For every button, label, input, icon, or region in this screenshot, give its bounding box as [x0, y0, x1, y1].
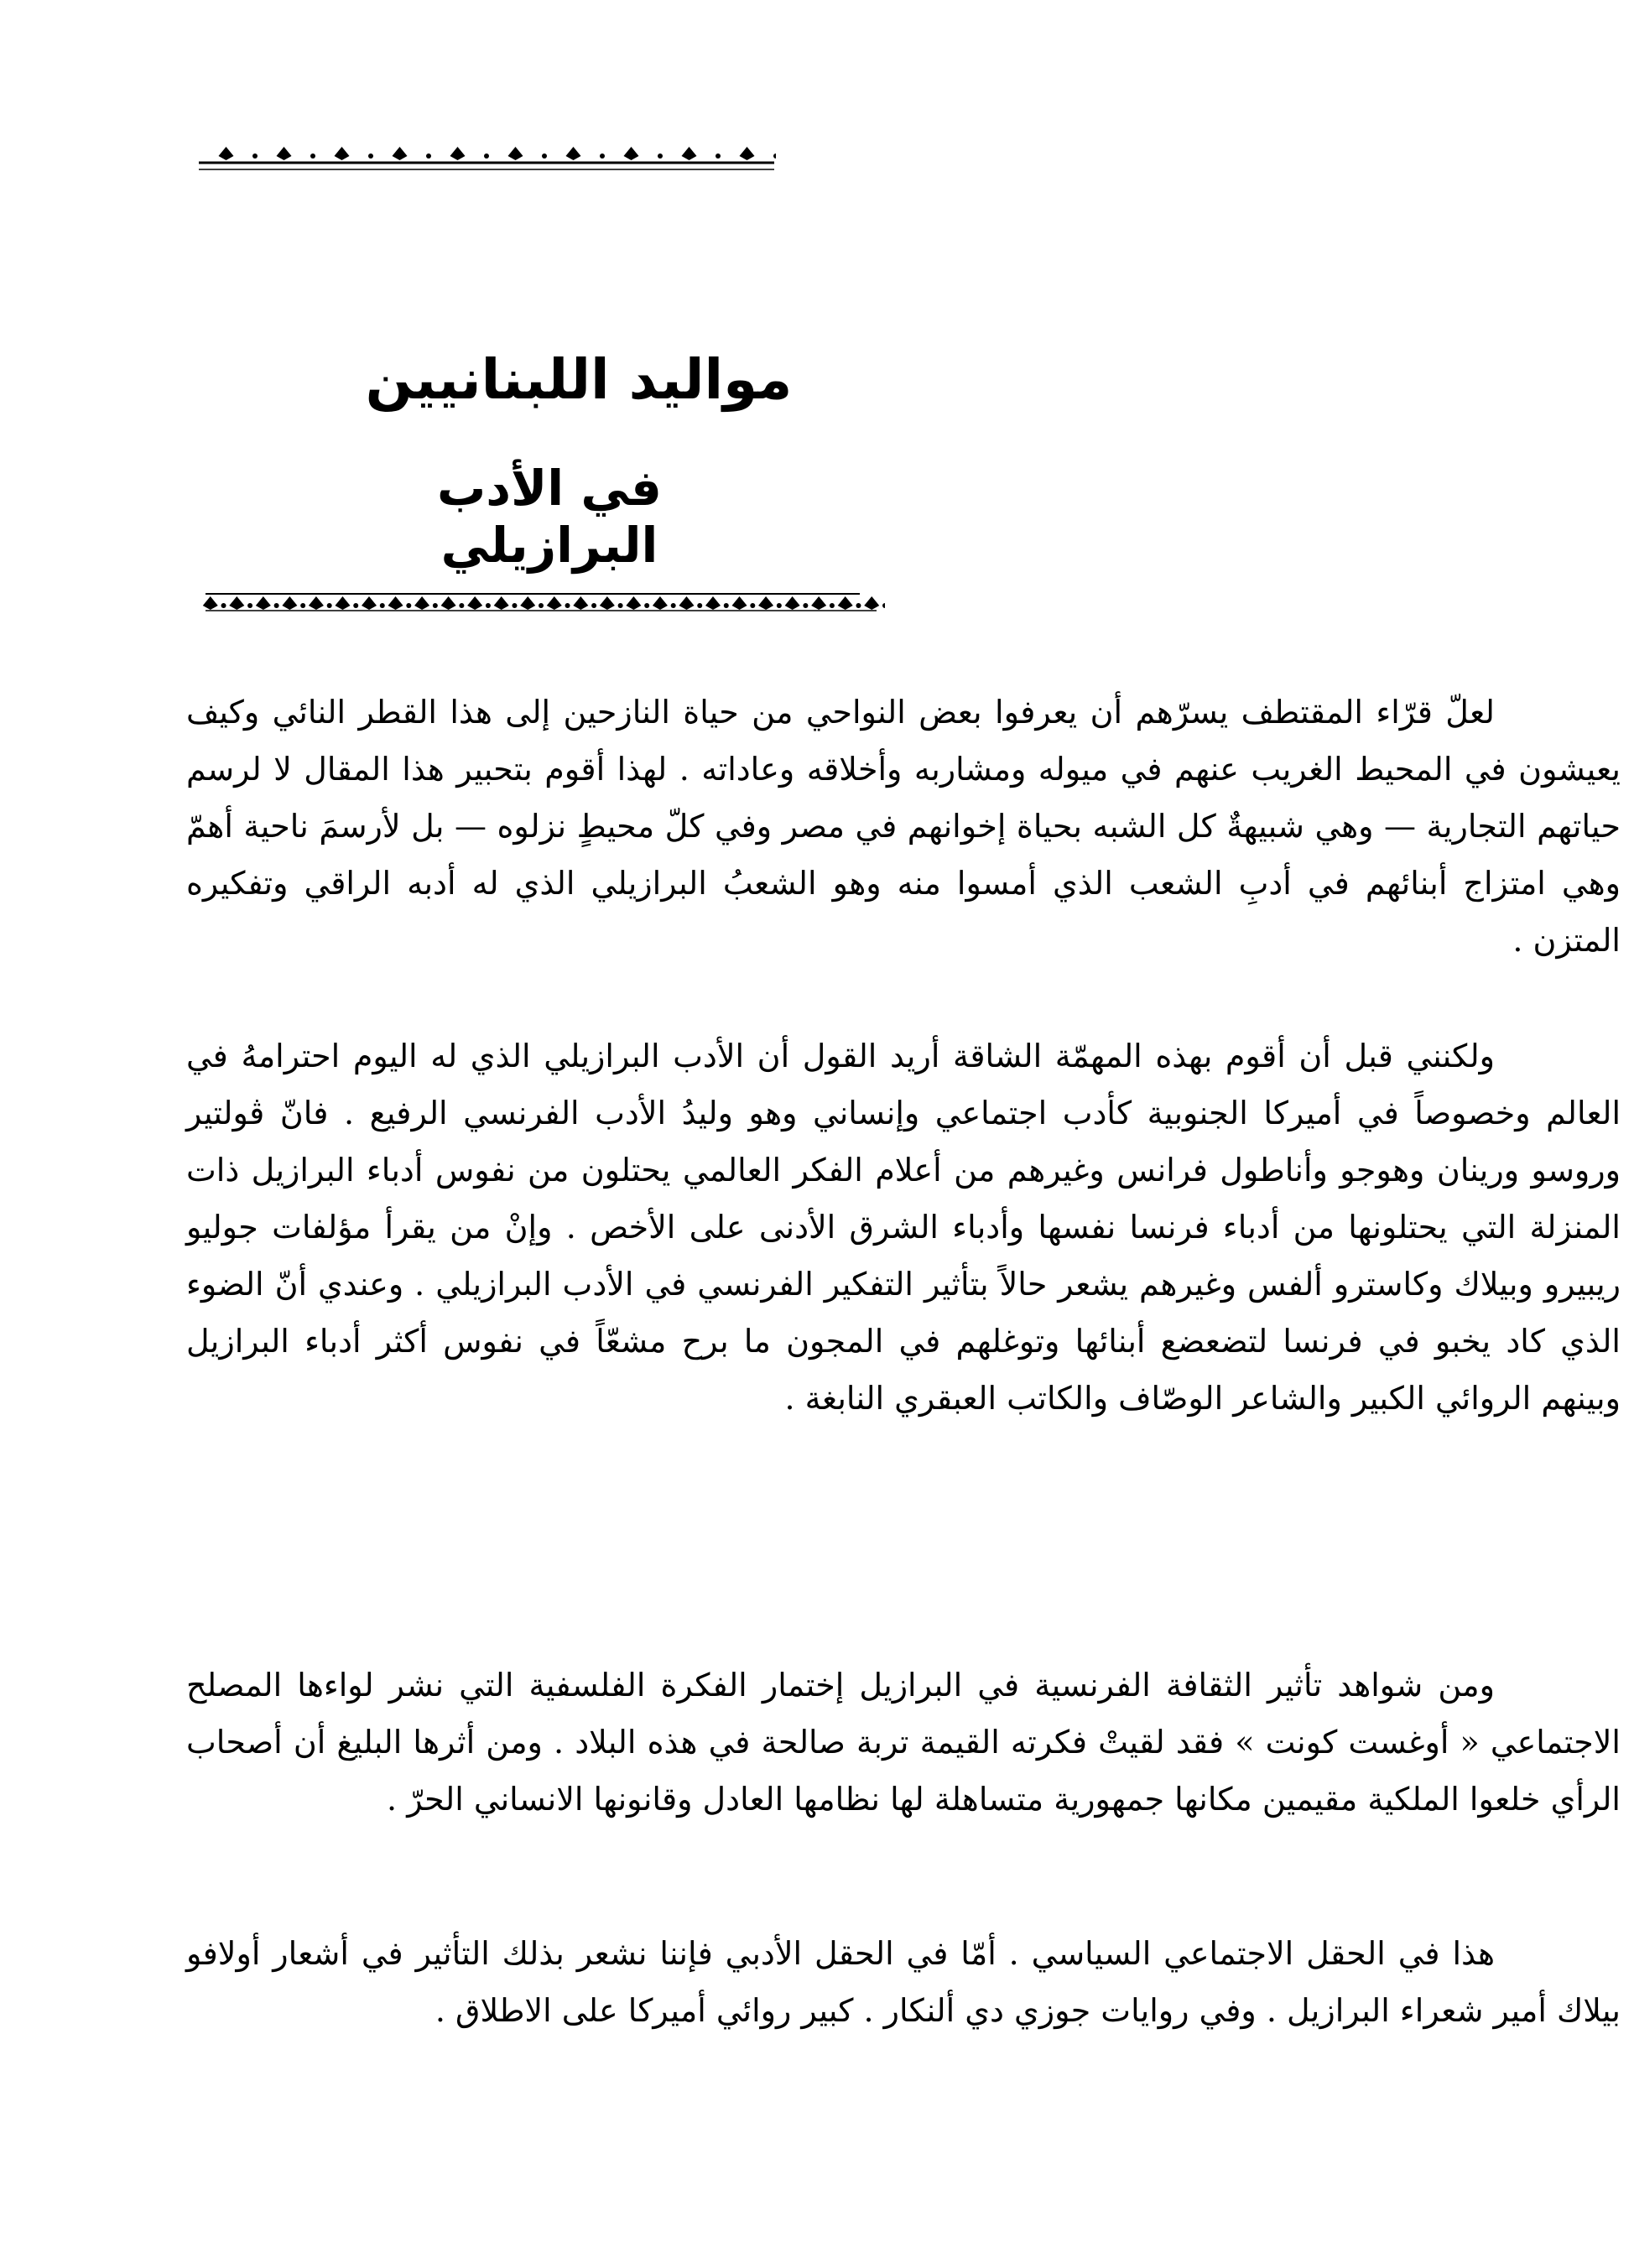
article-paragraph: ومن شواهد تأثير الثقافة الفرنسية في البرازيل إختمار الفكرة الفلسفية التي نشر لواءها المصلح الاجتماعي « أوغست كونت » فقد لقيتْ فكرته القيمة تربة صالحة في هذه البلاد . ومن أثرها البليغ أن أصحاب الرأي خلعوا الملكية مقيمين مكانها جمهورية متساهلة لها نظامها العادل وقانونها الانساني الحرّ .: [186, 1667, 1621, 1818]
article-paragraph: هذا في الحقل الاجتماعي السياسي . أمّا في الحقل الأدبي فإننا نشعر بذلك التأثير في أشعار أولافو بيلاك أمير شعراء البرازيل . وفي روايات جوزي دي ألنكار . كبير روائي أميركا على الاطلاق .: [186, 1935, 1621, 2029]
ornament-dot: [512, 603, 517, 608]
ornament-fleuron: [682, 147, 697, 160]
ornament-fleuron: [547, 596, 562, 610]
ornament-dot: [830, 603, 835, 608]
ornament-fleuron: [414, 596, 429, 610]
ornament-dot: [252, 153, 258, 159]
ornament-fleuron: [277, 147, 292, 160]
ornament-fleuron: [441, 596, 456, 610]
ornament-dot: [856, 603, 861, 608]
ornament-fleuron: [256, 596, 271, 610]
ornament-dot: [591, 603, 596, 608]
ornament-dot: [697, 603, 702, 608]
ornament-dot: [716, 153, 721, 159]
ornament-dot: [300, 603, 305, 608]
ornament-fleuron: [838, 596, 853, 610]
ornament-dot: [221, 603, 226, 608]
ornament-fleuron: [679, 596, 694, 610]
ornament-dot: [368, 153, 373, 159]
ornament-dot: [380, 603, 385, 608]
article-title: مواليد اللبنانيين: [365, 347, 793, 413]
ornament-fleuron: [705, 596, 721, 610]
ornament-fleuron: [520, 596, 535, 610]
ornament-fleuron: [740, 147, 755, 160]
ornament-fleuron: [508, 147, 523, 160]
ornament-fleuron: [388, 596, 403, 610]
title-ornament-divider: [197, 587, 885, 621]
ornament-dot: [618, 603, 623, 608]
ornament-dot: [565, 603, 570, 608]
ornament-fleuron: [626, 596, 641, 610]
ornament-dot: [773, 153, 776, 159]
ornament-fleuron: [219, 147, 234, 160]
ornament-dot: [539, 603, 544, 608]
ornament-dot: [310, 153, 315, 159]
ornament-fleuron: [624, 147, 639, 160]
ornament-dot: [750, 603, 755, 608]
ornament-fleuron: [758, 596, 773, 610]
ornament-fleuron: [732, 596, 747, 610]
ornament-fleuron: [335, 596, 350, 610]
ornament-dot: [353, 603, 358, 608]
ornament-fleuron: [566, 147, 581, 160]
ornament-fleuron: [494, 596, 509, 610]
ornament-fleuron: [785, 596, 800, 610]
ornament-dot: [247, 603, 252, 608]
ornament-fleuron: [573, 596, 588, 610]
ornament-fleuron: [450, 147, 466, 160]
ornament-dot: [274, 603, 279, 608]
ornament-fleuron: [282, 596, 297, 610]
ornament-fleuron: [335, 147, 350, 160]
article-paragraph: لعلّ قرّاء المقتطف يسرّهم أن يعرفوا بعض النواحي من حياة النازحين إلى هذا القطر النائي وكيف يعيشون في المحيط الغريب عنهم في ميوله ومشاربه وأخلاقه وعاداته . لهذا أقوم بتحبير هذا المقال لا لرسم حياتهم التجارية — وهي شبيهةٌ كل الشبه بحياة إخوانهم في مصر وفي كلّ محيطٍ نزلوه — بل لأرسمَ ناحية أهمّ وهي امتزاج أبنائهم في أدبِ الشعب الذي أمسوا منه وهو الشعبُ البرازيلي الذي له أدبه الراقي وتفكيره المتزن .: [186, 694, 1621, 959]
ornament-fleuron: [653, 596, 668, 610]
ornament-fleuron: [600, 596, 615, 610]
ornament-dot: [327, 603, 332, 608]
ornament-dot: [671, 603, 676, 608]
ornament-dot: [426, 153, 431, 159]
ornament-dot: [406, 603, 411, 608]
ornament-fleuron: [203, 596, 218, 610]
ornament-fleuron: [811, 596, 826, 610]
ornament-fleuron: [229, 596, 244, 610]
ornament-fleuron: [362, 596, 377, 610]
ornament-dot: [724, 603, 729, 608]
ornament-dot: [777, 603, 782, 608]
ornament-dot: [644, 603, 649, 608]
ornament-fleuron: [393, 147, 408, 160]
article-paragraph: ولكنني قبل أن أقوم بهذه المهمّة الشاقة أريد القول أن الأدب البرازيلي الذي له اليوم احترامهُ في العالم وخصوصاً في أميركا الجنوبية كأدب اجتماعي وإنساني وهو وليدُ الأدب الفرنسي الرفيع . فانّ ڤولتير وروسو ورينان وهوجو وأناطول فرانس وغيرهم من أعلام الفكر العالمي يحتلون من نفوس أدباء البرازيل ذات المنزلة التي يحتلونها من أدباء فرنسا نفسها وأدباء الشرق الأدنى على الأخص . وإنْ من يقرأ مؤلفات جوليو ريبيرو وبيلاك وكاسترو ألفس وغيرهم يشعر حالاً بتأثير التفكير الفرنسي في الأدب البرازيلي . وعندي أنّ الضوء الذي كاد يخبو في فرنسا لتضعضع أبنائها وتوغلهم في المجون ما برح مشعّاً في نفوس أكثر أدباء البرازيل وبينهم الروائي الكبير والشاعر الوصّاف والكاتب العبقري النابغة .: [186, 1038, 1621, 1417]
ornament-dot: [459, 603, 464, 608]
ornament-dot: [433, 603, 438, 608]
ornament-dot: [803, 603, 808, 608]
ornament-dot: [882, 603, 885, 608]
ornament-fleuron: [864, 596, 879, 610]
ornament-dot: [542, 153, 547, 159]
ornament-dot: [486, 603, 491, 608]
ornament-fleuron: [467, 596, 482, 610]
article-subtitle: في الأدب البرازيلي: [437, 460, 662, 575]
ornament-dot: [484, 153, 489, 159]
ornament-dot: [600, 153, 605, 159]
ornament-fleuron: [309, 596, 324, 610]
top-ornament-divider: [197, 143, 776, 176]
ornament-dot: [658, 153, 663, 159]
